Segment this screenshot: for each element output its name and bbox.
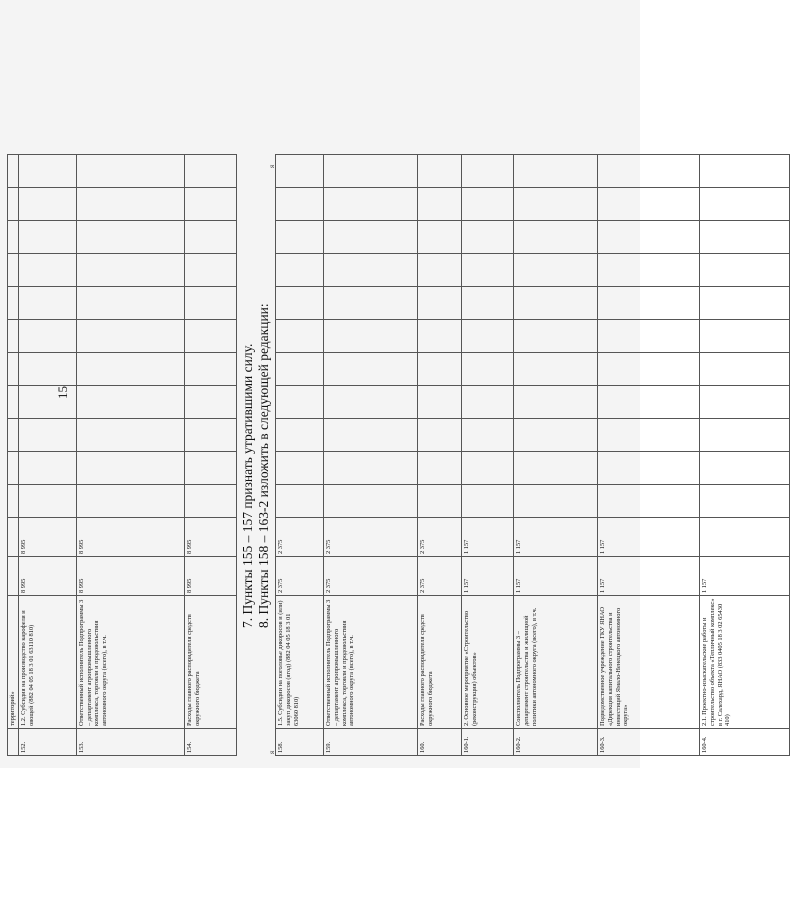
empty-cell — [462, 221, 514, 254]
empty-cell — [76, 419, 184, 452]
row-value: 1 157 — [598, 518, 700, 557]
empty-cell — [514, 485, 598, 518]
empty-cell — [324, 155, 418, 188]
empty-cell — [418, 485, 462, 518]
empty-cell — [276, 386, 324, 419]
table-row — [184, 155, 236, 756]
empty-cell — [18, 287, 76, 320]
empty-cell — [184, 320, 236, 353]
row-description: Соисполнитель Подпрограммы 3 – департамент строительства и жилищной политики автономного округа (всего), в т.ч. — [514, 596, 598, 729]
empty-cell — [598, 485, 700, 518]
row-value: 8 995 — [18, 557, 76, 596]
empty-cell — [598, 287, 700, 320]
empty-cell — [276, 155, 324, 188]
row-number: 158. — [276, 729, 324, 756]
empty-cell — [700, 188, 790, 221]
empty-cell — [700, 386, 790, 419]
empty-cell — [276, 254, 324, 287]
row-description: 1.5. Субсидии на поголовье дикоросов и (или) закуп дикоросов (ягод) (882 04 05 18 3 01 63060 810) — [276, 596, 324, 729]
empty-cell — [598, 353, 700, 386]
row-value: 1 157 — [462, 557, 514, 596]
empty-cell — [8, 452, 19, 485]
empty-cell — [598, 320, 700, 353]
empty-cell — [8, 485, 19, 518]
empty-cell — [514, 419, 598, 452]
paragraph-8: 8. Пункты 158 – 163-2 изложить в следующей редакции: — [256, 303, 271, 628]
empty-cell — [76, 221, 184, 254]
row-value: 1 157 — [700, 557, 790, 596]
empty-cell — [18, 155, 76, 188]
empty-cell — [462, 485, 514, 518]
row-description: 2.1. Проектно-изыскательские работы и строительство объекта «Тепличный комплекс» в г. Салехард, ЯНАО (833 0405 18 3 02 65430 410) — [700, 596, 790, 729]
empty-cell — [76, 485, 184, 518]
empty-cell — [324, 287, 418, 320]
empty-cell — [76, 320, 184, 353]
empty-cell — [324, 188, 418, 221]
table-row — [76, 155, 184, 756]
row-description: 2. Основное мероприятие «Строительство (реконструкция) объектов» — [462, 596, 514, 729]
empty-cell — [418, 155, 462, 188]
row-description: Подведомственное учреждение ГКУ ЯНАО «Дирекция капитального строительства и инвестиций Ямало-Ненецкого автономного округа» — [598, 596, 700, 729]
empty-cell — [700, 353, 790, 386]
empty-cell — [418, 386, 462, 419]
empty-cell — [8, 419, 19, 452]
row-value: 8 995 — [184, 518, 236, 557]
empty-cell — [598, 254, 700, 287]
table-row — [276, 155, 324, 756]
empty-cell — [8, 353, 19, 386]
paragraph-7: 7. Пункты 155 – 157 признать утратившими силу. — [240, 343, 255, 628]
row-number: 160-1. — [462, 729, 514, 756]
empty-cell — [418, 221, 462, 254]
empty-cell — [598, 221, 700, 254]
empty-cell — [276, 221, 324, 254]
row-number: 160. — [418, 729, 462, 756]
empty-cell — [514, 254, 598, 287]
empty-cell — [462, 287, 514, 320]
empty-cell — [184, 386, 236, 419]
row-description: Расходы главного распорядителя средств окружного бюджета — [184, 596, 236, 729]
empty-cell — [418, 320, 462, 353]
continued-text: территорий» — [8, 596, 19, 729]
empty-cell — [276, 452, 324, 485]
empty-cell — [418, 353, 462, 386]
empty-cell — [598, 452, 700, 485]
empty-cell — [418, 287, 462, 320]
empty-cell — [514, 320, 598, 353]
empty-cell — [324, 254, 418, 287]
empty-cell — [418, 419, 462, 452]
row-description: Ответственный исполнитель Подпрограммы 3 – департамент агропромышленного комплекса, торговли и продовольствия автономного округа (всего), в т.ч. — [76, 596, 184, 729]
empty-cell — [324, 353, 418, 386]
empty-cell — [462, 155, 514, 188]
empty-cell — [8, 221, 19, 254]
row-value: 8 995 — [18, 518, 76, 557]
empty-cell — [184, 353, 236, 386]
empty-cell — [76, 287, 184, 320]
row-value: 2 375 — [418, 518, 462, 557]
empty-cell — [514, 353, 598, 386]
empty-cell — [324, 419, 418, 452]
margin-mark-left: я — [268, 750, 276, 754]
empty-cell — [276, 353, 324, 386]
row-number: 153. — [76, 729, 184, 756]
empty-cell — [462, 419, 514, 452]
row-number: 160-2. — [514, 729, 598, 756]
empty-cell — [276, 485, 324, 518]
empty-cell — [76, 188, 184, 221]
budget-table-1 — [7, 154, 237, 756]
empty-cell — [598, 155, 700, 188]
row-value: 2 375 — [324, 518, 418, 557]
empty-cell — [184, 485, 236, 518]
empty-cell — [324, 320, 418, 353]
row-description: Расходы главного распорядителя средств окружного бюджета — [418, 596, 462, 729]
row-value: 1 157 — [598, 557, 700, 596]
row-number: 160-4. — [700, 729, 790, 756]
empty-cell — [8, 254, 19, 287]
empty-cell — [700, 254, 790, 287]
empty-cell — [514, 452, 598, 485]
empty-cell — [18, 320, 76, 353]
row-description: Ответственный исполнитель Подпрограммы 3 – департамент агропромышленного комплекса, торговли и продовольствия автономного округа (всего), в т.ч. — [324, 596, 418, 729]
row-number: 154. — [184, 729, 236, 756]
empty-cell — [462, 353, 514, 386]
row-value: 1 157 — [514, 557, 598, 596]
row-value: 2 375 — [276, 518, 324, 557]
empty-cell — [184, 287, 236, 320]
page-number: 15 — [55, 386, 70, 399]
empty-cell — [76, 353, 184, 386]
empty-cell — [184, 221, 236, 254]
empty-cell — [598, 188, 700, 221]
row-value: 8 995 — [76, 518, 184, 557]
table-row — [462, 155, 514, 756]
empty-cell — [184, 452, 236, 485]
empty-cell — [700, 155, 790, 188]
row-value: 2 375 — [276, 557, 324, 596]
row-number: 152. — [18, 729, 76, 756]
empty-cell — [418, 452, 462, 485]
empty-cell — [700, 419, 790, 452]
empty-cell — [8, 155, 19, 188]
row-value: 8 995 — [76, 557, 184, 596]
empty-cell — [324, 386, 418, 419]
empty-cell — [700, 221, 790, 254]
empty-cell — [76, 254, 184, 287]
empty-cell — [8, 287, 19, 320]
empty-cell — [700, 452, 790, 485]
row-value — [700, 518, 790, 557]
empty-cell — [514, 155, 598, 188]
empty-cell — [184, 254, 236, 287]
row-number: 159. — [324, 729, 418, 756]
table-row — [8, 155, 19, 756]
empty-cell — [514, 188, 598, 221]
table-row — [598, 155, 700, 756]
empty-cell — [324, 452, 418, 485]
row-value: 1 157 — [462, 518, 514, 557]
empty-cell — [462, 452, 514, 485]
empty-cell — [18, 353, 76, 386]
empty-cell — [514, 386, 598, 419]
empty-cell — [18, 419, 76, 452]
empty-cell — [276, 188, 324, 221]
empty-cell — [76, 386, 184, 419]
empty-cell — [462, 386, 514, 419]
budget-table-2 — [275, 154, 790, 756]
empty-cell — [276, 419, 324, 452]
empty-cell — [462, 188, 514, 221]
row-value: 8 995 — [184, 557, 236, 596]
row-value: 2 375 — [418, 557, 462, 596]
empty-cell — [324, 485, 418, 518]
empty-cell — [700, 485, 790, 518]
empty-cell — [324, 221, 418, 254]
empty-cell — [598, 419, 700, 452]
row-value: 2 375 — [324, 557, 418, 596]
empty-cell — [18, 452, 76, 485]
empty-cell — [18, 485, 76, 518]
empty-cell — [462, 254, 514, 287]
empty-cell — [8, 386, 19, 419]
empty-cell — [18, 386, 76, 419]
empty-cell — [462, 320, 514, 353]
table-row — [418, 155, 462, 756]
empty-cell — [76, 155, 184, 188]
empty-cell — [18, 254, 76, 287]
row-description: 1.2. Субсидия на производство карофеля и овощей (882 04 05 18 3 01 63110 810) — [18, 596, 76, 729]
empty-cell — [18, 188, 76, 221]
empty-cell — [514, 221, 598, 254]
table-row — [324, 155, 418, 756]
table-row — [700, 155, 790, 756]
empty-cell — [184, 419, 236, 452]
empty-cell — [184, 155, 236, 188]
empty-cell — [76, 452, 184, 485]
empty-cell — [514, 287, 598, 320]
empty-cell — [598, 386, 700, 419]
row-number: 160-3. — [598, 729, 700, 756]
empty-cell — [276, 287, 324, 320]
empty-cell — [276, 320, 324, 353]
empty-cell — [418, 254, 462, 287]
table-row — [514, 155, 598, 756]
empty-cell — [700, 320, 790, 353]
empty-cell — [8, 188, 19, 221]
empty-cell — [8, 320, 19, 353]
empty-cell — [18, 221, 76, 254]
empty-cell — [418, 188, 462, 221]
margin-mark: я — [268, 164, 276, 168]
empty-cell — [184, 188, 236, 221]
empty-cell — [700, 287, 790, 320]
row-value: 1 157 — [514, 518, 598, 557]
table-row — [18, 155, 76, 756]
